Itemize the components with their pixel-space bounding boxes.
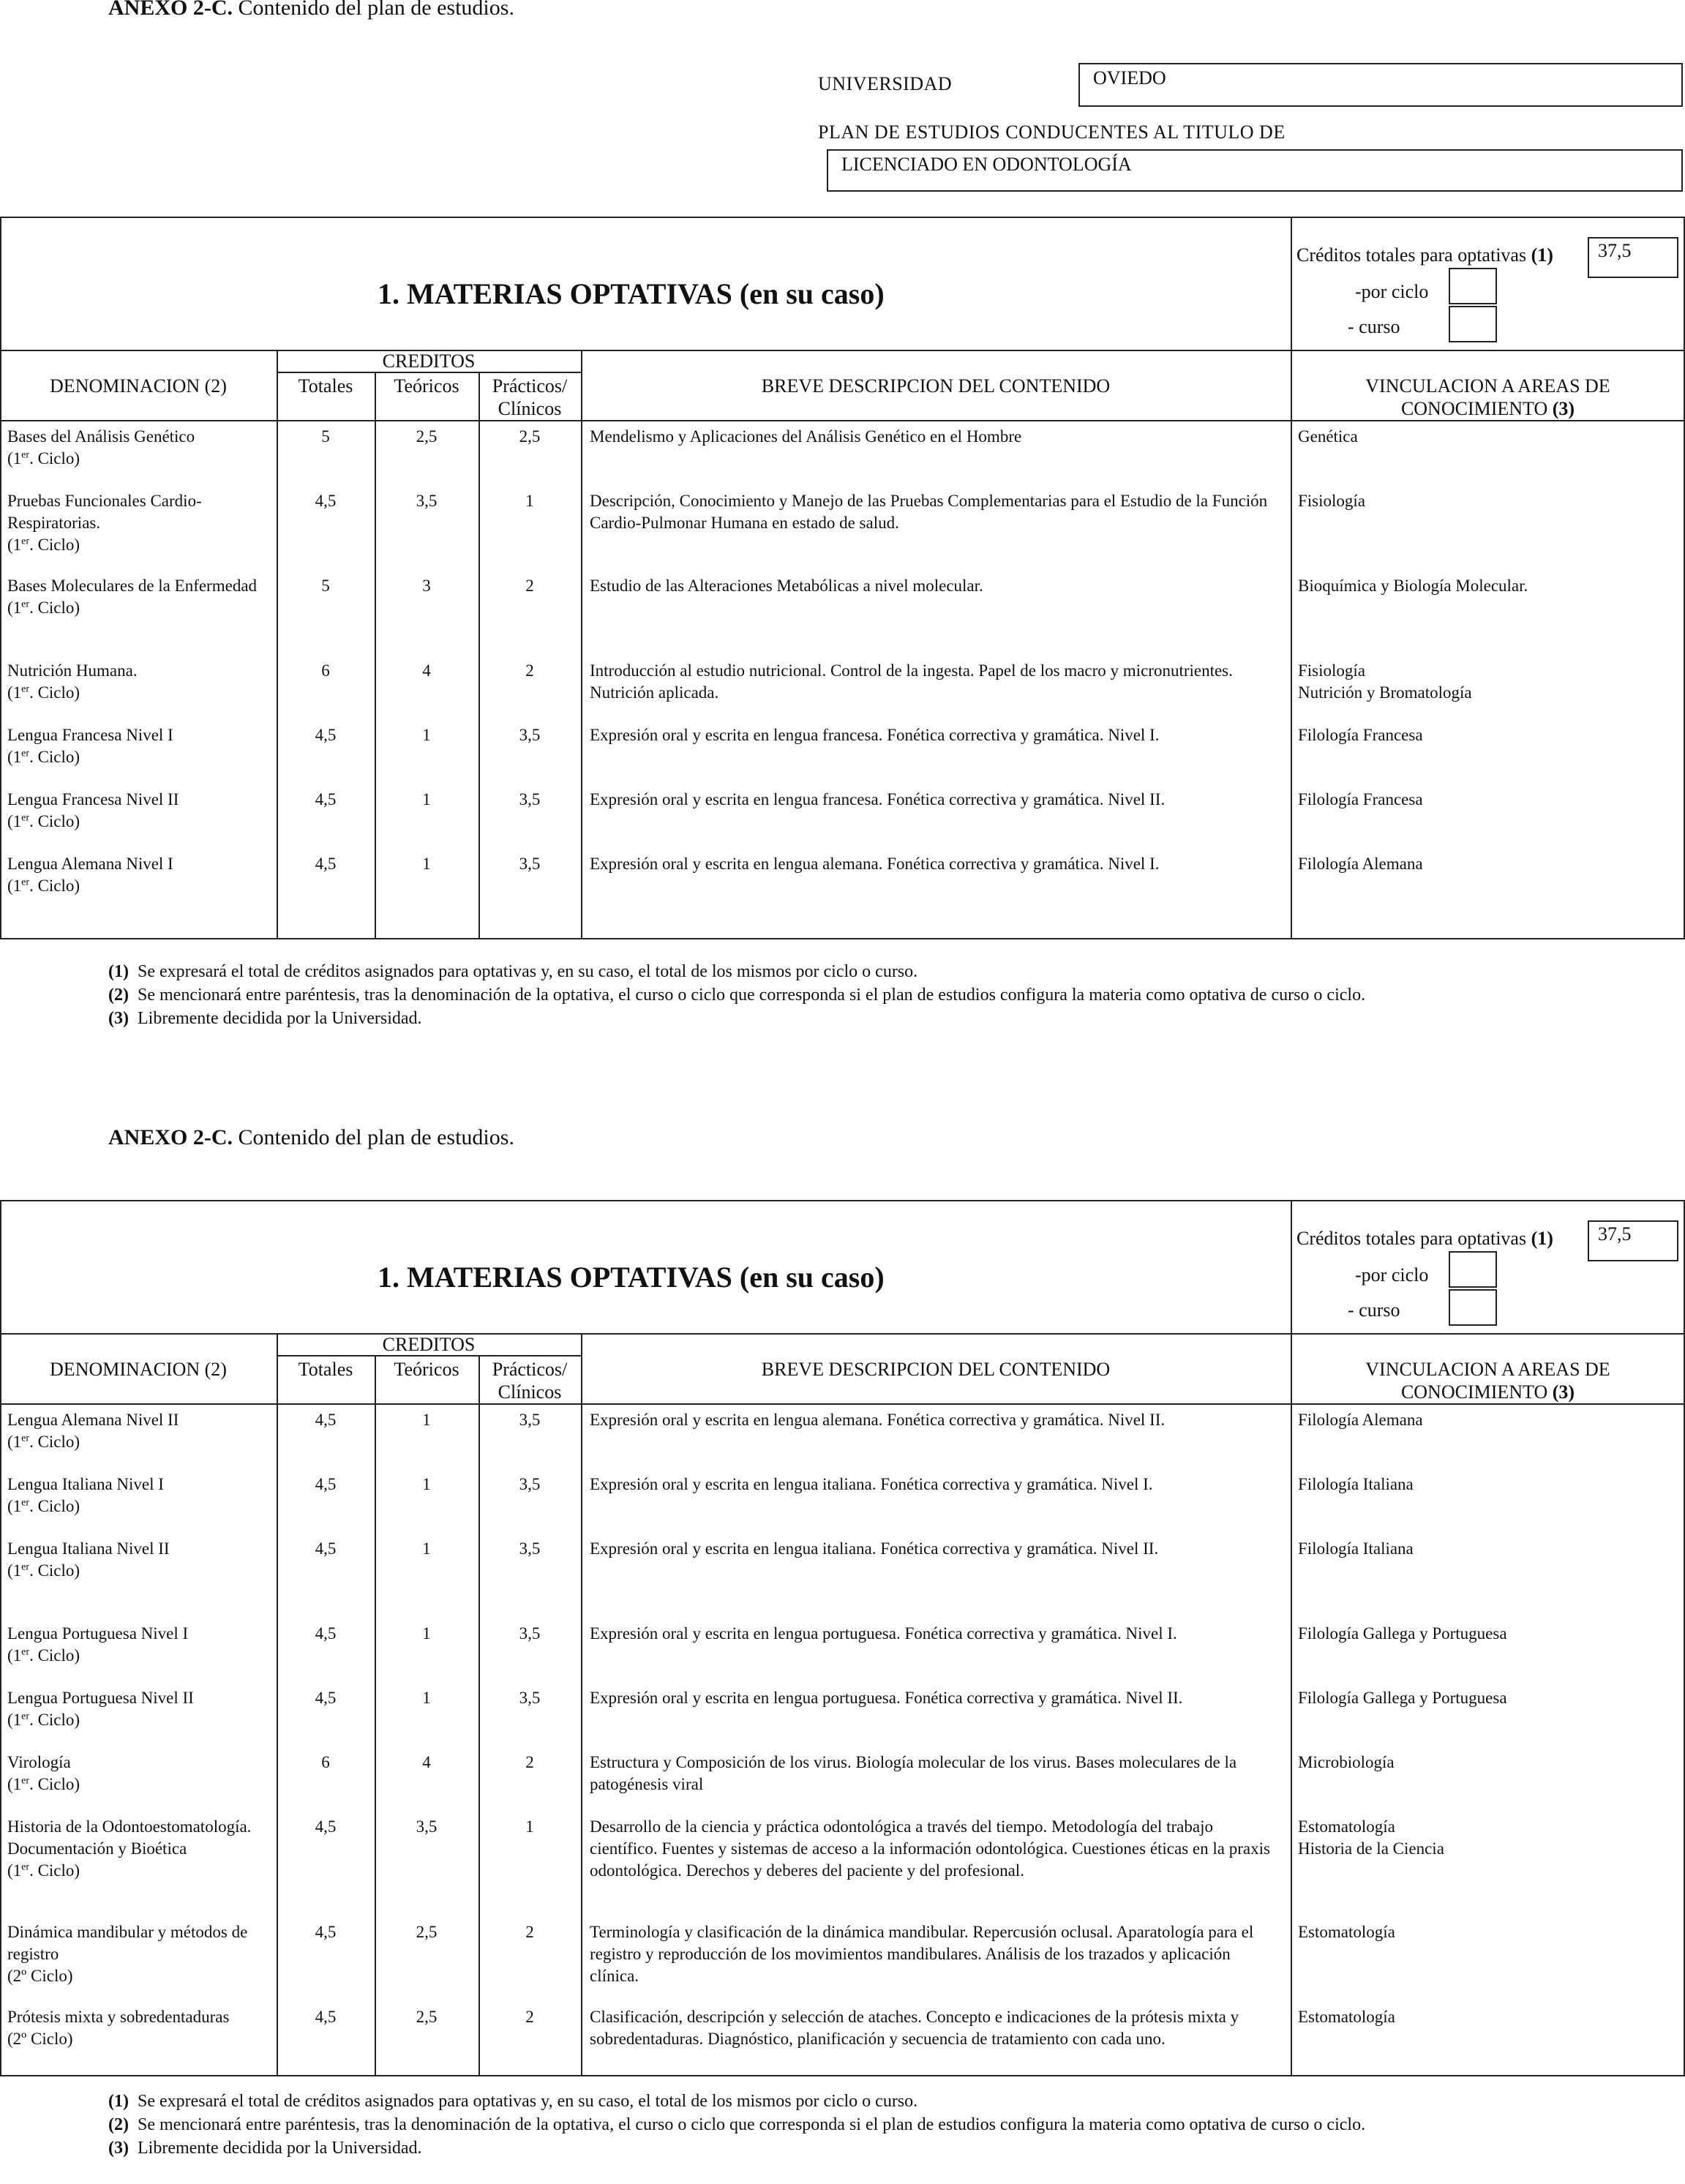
credits-practice: 2,5 <box>519 427 541 446</box>
header-vinculacion-2: VINCULACION A AREAS DE CONOCIMIENTO (3) <box>1365 1359 1610 1403</box>
knowledge-area: Estomatología Historia de la Ciencia <box>1298 1817 1444 1858</box>
knowledge-area: Filología Francesa <box>1298 790 1423 808</box>
subject-name: Dinámica mandibular y métodos de registro (2º Ciclo) <box>7 1923 248 1985</box>
credits-theory: 1 <box>422 1475 431 1493</box>
credits-practice: 2 <box>525 1923 534 1941</box>
credits-total: 4,5 <box>315 1624 337 1643</box>
subject-name: Lengua Alemana Nivel I (1er. Ciclo) <box>7 855 173 895</box>
per-course-box-2 <box>1449 1289 1497 1326</box>
content-description: Expresión oral y escrita en lengua italiana. Fonética correctiva y gramática. Nivel II. <box>590 1539 1159 1558</box>
credits-theory: 1 <box>422 1539 431 1558</box>
knowledge-area: Filología Alemana <box>1298 1411 1423 1429</box>
subject-name: Bases Moleculares de la Enfermedad (1er. Ciclo) <box>7 577 258 617</box>
credits-total: 4,5 <box>315 2008 337 2026</box>
header-totales-1: Totales <box>298 375 353 397</box>
header-descripcion-1: BREVE DESCRIPCION DEL CONTENIDO <box>761 375 1111 397</box>
knowledge-area: Bioquímica y Biología Molecular. <box>1298 577 1528 595</box>
credits-total: 5 <box>321 577 330 595</box>
credits-theory: 1 <box>422 1411 431 1429</box>
knowledge-area: Genética <box>1298 427 1358 446</box>
content-description: Estudio de las Alteraciones Metabólicas a nivel molecular. <box>590 577 983 595</box>
section-title-2: 1. MATERIAS OPTATIVAS (en su caso) <box>378 1261 885 1294</box>
credits-total: 4,5 <box>315 1923 337 1941</box>
content-description: Terminología y clasificación de la dinámica mandibular. Repercusión oclusal. Aparatología para el registro y reproducción de los movimientos mandibulares. Análisis de los trazados y aplicación clínica. <box>590 1923 1254 1985</box>
header-practicos-1: Prácticos/ Clínicos <box>492 375 568 419</box>
content-description: Clasificación, descripción y selección de ataches. Concepto e indicaciones de la prótesis mixta y sobredentaduras. Diagnóstico, planificación y secuencia de tratamiento con cada uno. <box>590 2008 1239 2048</box>
credits-total: 4,5 <box>315 1411 337 1429</box>
credits-practice: 2 <box>525 1753 534 1771</box>
per-course-label-1: - curso <box>1348 316 1400 337</box>
credits-practice: 1 <box>525 1817 534 1836</box>
credits-total: 4,5 <box>315 790 337 808</box>
content-description: Mendelismo y Aplicaciones del Análisis Genético en el Hombre <box>590 427 1022 446</box>
subject-name: Lengua Alemana Nivel II (1er. Ciclo) <box>7 1411 179 1451</box>
header-denominacion-2: DENOMINACION (2) <box>50 1359 227 1380</box>
content-description: Desarrollo de la ciencia y práctica odontológica a través del tiempo. Metodología del trabajo científico. Fuentes y sistemas de acceso a la información odontológica. Cuestiones éticas en la praxis odontológica. Derechos y deberes del paciente y del profesional. <box>590 1817 1270 1880</box>
subject-name: Lengua Francesa Nivel I (1er. Ciclo) <box>7 726 173 766</box>
content-description: Expresión oral y escrita en lengua alemana. Fonética correctiva y gramática. Nivel I. <box>590 855 1160 873</box>
credits-practice: 2 <box>525 661 534 680</box>
knowledge-area: Filología Italiana <box>1298 1475 1414 1493</box>
credits-theory: 1 <box>422 790 431 808</box>
subject-name: Lengua Italiana Nivel I (1er. Ciclo) <box>7 1475 164 1515</box>
credits-practice: 3,5 <box>519 726 541 744</box>
header-totales-2: Totales <box>298 1359 353 1380</box>
credits-theory: 4 <box>422 661 431 680</box>
credits-total-value-2: 37,5 <box>1588 1220 1678 1261</box>
section-title-1: 1. MATERIAS OPTATIVAS (en su caso) <box>378 277 885 310</box>
credits-total-label-2: Créditos totales para optativas (1) <box>1296 1228 1553 1249</box>
credits-practice: 1 <box>525 492 534 510</box>
per-cycle-label-1: -por ciclo <box>1355 281 1429 302</box>
degree-field: LICENCIADO EN ODONTOLOGÍA <box>827 149 1683 192</box>
content-description: Expresión oral y escrita en lengua francesa. Fonética correctiva y gramática. Nivel I. <box>590 726 1160 744</box>
header-vinculacion-1: VINCULACION A AREAS DE CONOCIMIENTO (3) <box>1365 375 1610 419</box>
credits-theory: 2,5 <box>416 427 438 446</box>
annex-heading-1: ANEXO 2-C. Contenido del plan de estudios. <box>108 0 514 20</box>
per-course-label-2: - curso <box>1348 1299 1400 1321</box>
header-descripcion-2: BREVE DESCRIPCION DEL CONTENIDO <box>761 1359 1111 1380</box>
content-description: Introducción al estudio nutricional. Control de la ingesta. Papel de los macro y micronutrientes. Nutrición aplicada. <box>590 661 1233 702</box>
subject-name: Nutrición Humana. (1er. Ciclo) <box>7 661 138 702</box>
credits-theory: 1 <box>422 726 431 744</box>
degree-label: PLAN DE ESTUDIOS CONDUCENTES AL TITULO DE <box>818 121 1286 143</box>
subject-name: Prótesis mixta y sobredentaduras (2º Ciclo) <box>7 2008 230 2048</box>
footnote: (1) Se expresará el total de créditos asignados para optativas y, en su caso, el total de los mismos por ciclo o curso. <box>108 962 918 981</box>
credits-total: 4,5 <box>315 855 337 873</box>
header-creditos-2: CREDITOS <box>382 1334 476 1355</box>
content-description: Estructura y Composición de los virus. Biología molecular de los virus. Bases moleculares de la patogénesis viral <box>590 1753 1237 1793</box>
subject-name: Lengua Portuguesa Nivel II (1er. Ciclo) <box>7 1689 194 1729</box>
subject-name: Lengua Italiana Nivel II (1er. Ciclo) <box>7 1539 170 1580</box>
credits-theory: 3,5 <box>416 492 438 510</box>
annex-heading-2: ANEXO 2-C. Contenido del plan de estudios. <box>108 1125 514 1149</box>
knowledge-area: Fisiología <box>1298 492 1366 510</box>
credits-theory: 1 <box>422 1624 431 1643</box>
per-cycle-box-1 <box>1449 268 1497 304</box>
footnote: (2) Se mencionará entre paréntesis, tras la denominación de la optativa, el curso o ciclo que corresponda si el plan de estudios configura la materia como optativa de curso o ciclo. <box>108 986 1366 1005</box>
credits-theory: 2,5 <box>416 1923 438 1941</box>
per-cycle-box-2 <box>1449 1251 1497 1288</box>
credits-total: 5 <box>321 427 330 446</box>
footnote: (3) Libremente decidida por la Universidad. <box>108 1009 422 1028</box>
footnotes-2 <box>108 2090 1601 2160</box>
footnote: (3) Libremente decidida por la Universidad. <box>108 2139 422 2158</box>
subject-name: Bases del Análisis Genético (1er. Ciclo) <box>7 427 195 468</box>
footnote: (1) Se expresará el total de créditos asignados para optativas y, en su caso, el total de los mismos por ciclo o curso. <box>108 2092 918 2111</box>
credits-theory: 1 <box>422 855 431 873</box>
subject-name: Lengua Portuguesa Nivel I (1er. Ciclo) <box>7 1624 189 1665</box>
credits-practice: 2 <box>525 2008 534 2026</box>
credits-total-value-1: 37,5 <box>1588 237 1678 278</box>
per-course-box-1 <box>1449 306 1497 342</box>
credits-total: 4,5 <box>315 1539 337 1558</box>
content-description: Expresión oral y escrita en lengua portuguesa. Fonética correctiva y gramática. Nivel I. <box>590 1624 1177 1643</box>
content-description: Expresión oral y escrita en lengua francesa. Fonética correctiva y gramática. Nivel II. <box>590 790 1166 808</box>
subject-name: Historia de la Odontoestomatología. Documentación y Bioética (1er. Ciclo) <box>7 1817 252 1880</box>
knowledge-area: Estomatología <box>1298 1923 1395 1941</box>
subject-name: Virología (1er. Ciclo) <box>7 1753 80 1793</box>
credits-practice: 3,5 <box>519 1689 541 1707</box>
credits-total: 4,5 <box>315 492 337 510</box>
credits-theory: 3 <box>422 577 431 595</box>
header-teoricos-2: Teóricos <box>394 1359 459 1380</box>
credits-practice: 3,5 <box>519 1475 541 1493</box>
content-description: Expresión oral y escrita en lengua alemana. Fonética correctiva y gramática. Nivel II. <box>590 1411 1166 1429</box>
content-description: Expresión oral y escrita en lengua italiana. Fonética correctiva y gramática. Nivel I. <box>590 1475 1153 1493</box>
knowledge-area: Filología Gallega y Portuguesa <box>1298 1689 1507 1707</box>
knowledge-area: Microbiología <box>1298 1753 1395 1771</box>
credits-total: 4,5 <box>315 1817 337 1836</box>
credits-practice: 2 <box>525 577 534 595</box>
knowledge-area: Estomatología <box>1298 2008 1395 2026</box>
credits-practice: 3,5 <box>519 790 541 808</box>
subject-name: Pruebas Funcionales Cardio-Respiratorias. (1er. Ciclo) <box>7 492 202 554</box>
credits-theory: 4 <box>422 1753 431 1771</box>
footnote: (2) Se mencionará entre paréntesis, tras la denominación de la optativa, el curso o ciclo que corresponda si el plan de estudios configura la materia como optativa de curso o ciclo. <box>108 2115 1366 2134</box>
subject-name: Lengua Francesa Nivel II (1er. Ciclo) <box>7 790 179 830</box>
header-practicos-2: Prácticos/ Clínicos <box>492 1359 568 1403</box>
header-creditos-1: CREDITOS <box>382 350 476 372</box>
content-description: Descripción, Conocimiento y Manejo de las Pruebas Complementarias para el Estudio de la Función Cardio-Pulmonar Humana en estado de salud. <box>590 492 1268 532</box>
knowledge-area: Filología Gallega y Portuguesa <box>1298 1624 1507 1643</box>
credits-theory: 1 <box>422 1689 431 1707</box>
credits-total: 4,5 <box>315 1689 337 1707</box>
credits-practice: 3,5 <box>519 1411 541 1429</box>
credits-total: 6 <box>321 661 330 680</box>
knowledge-area: Filología Francesa <box>1298 726 1423 744</box>
per-cycle-label-2: -por ciclo <box>1355 1264 1429 1286</box>
university-label: UNIVERSIDAD <box>818 73 953 94</box>
footnotes-1 <box>108 960 1601 1030</box>
credits-total-label-1: Créditos totales para optativas (1) <box>1296 244 1553 266</box>
credits-practice: 3,5 <box>519 1539 541 1558</box>
credits-theory: 3,5 <box>416 1817 438 1836</box>
credits-theory: 2,5 <box>416 2008 438 2026</box>
knowledge-area: Filología Alemana <box>1298 855 1423 873</box>
credits-practice: 3,5 <box>519 855 541 873</box>
knowledge-area: Fisiología Nutrición y Bromatología <box>1298 661 1472 702</box>
credits-total: 4,5 <box>315 726 337 744</box>
knowledge-area: Filología Italiana <box>1298 1539 1414 1558</box>
header-denominacion-1: DENOMINACION (2) <box>50 375 227 397</box>
header-teoricos-1: Teóricos <box>394 375 459 397</box>
university-field: OVIEDO <box>1078 63 1683 107</box>
credits-total: 6 <box>321 1753 330 1771</box>
credits-total: 4,5 <box>315 1475 337 1493</box>
credits-practice: 3,5 <box>519 1624 541 1643</box>
content-description: Expresión oral y escrita en lengua portuguesa. Fonética correctiva y gramática. Nivel II. <box>590 1689 1183 1707</box>
